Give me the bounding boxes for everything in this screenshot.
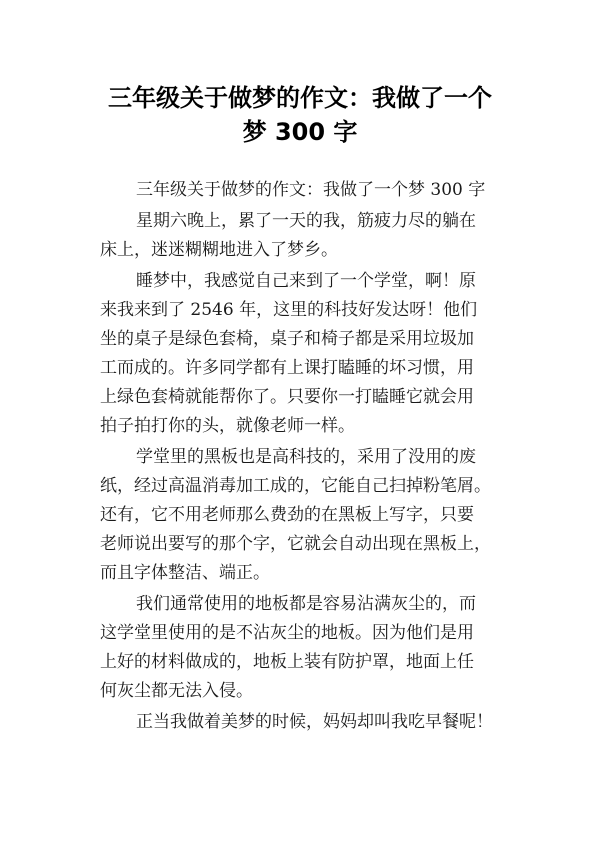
paragraph-line: 我们通常使用的地板都是容易沾满灰尘的，而 [136,594,476,614]
paragraph-line: 纸，经过高温消毒加工成的，它能自己扫掉粉笔屑。 [100,476,491,496]
paragraph-line: 老师说出要写的那个字，它就会自动出现在黑板上， [100,534,491,554]
paragraph-line: 星期六晚上，累了一天的我，筋疲力尽的躺在 [136,211,476,231]
paragraph-line: 而且字体整洁、端正。 [100,563,270,583]
paragraph-line: 拍子拍打你的头，就像老师一样。 [100,416,355,436]
document-title-line-1: 三年级关于做梦的作文：我做了一个 [108,84,492,112]
paragraph-line: 这学堂里使用的是不沾灰尘的地板。因为他们是用 [100,623,474,643]
document-title-line-2: 梦 300 字 [242,118,358,146]
paragraph-line: 坐的桌子是绿色套椅，桌子和椅子都是采用垃圾加 [100,329,474,349]
paragraph-line: 工而成的。许多同学都有上课打瞌睡的坏习惯，用 [100,358,474,378]
paragraph-line: 正当我做着美梦的时候，妈妈却叫我吃早餐呢！ [136,712,493,732]
paragraph-line: 床上，迷迷糊糊地进入了梦乡。 [100,240,338,260]
paragraph-line: 学堂里的黑板也是高科技的，采用了没用的废 [136,447,476,467]
paragraph-line: 上绿色套椅就能帮你了。只要你一打瞌睡它就会用 [100,387,474,407]
paragraph-line: 睡梦中，我感觉自己来到了一个学堂，啊！原 [136,271,476,291]
paragraph-line: 来我来到了 2546 年，这里的科技好发达呀！他们 [100,300,478,320]
paragraph-line: 何灰尘都无法入侵。 [100,681,253,701]
paragraph-line: 上好的材料做成的，地板上装有防护罩，地面上任 [100,652,474,672]
paragraph-line: 三年级关于做梦的作文：我做了一个梦 300 字 [136,180,486,200]
paragraph-line: 还有，它不用老师那么费劲的在黑板上写字，只要 [100,505,474,525]
